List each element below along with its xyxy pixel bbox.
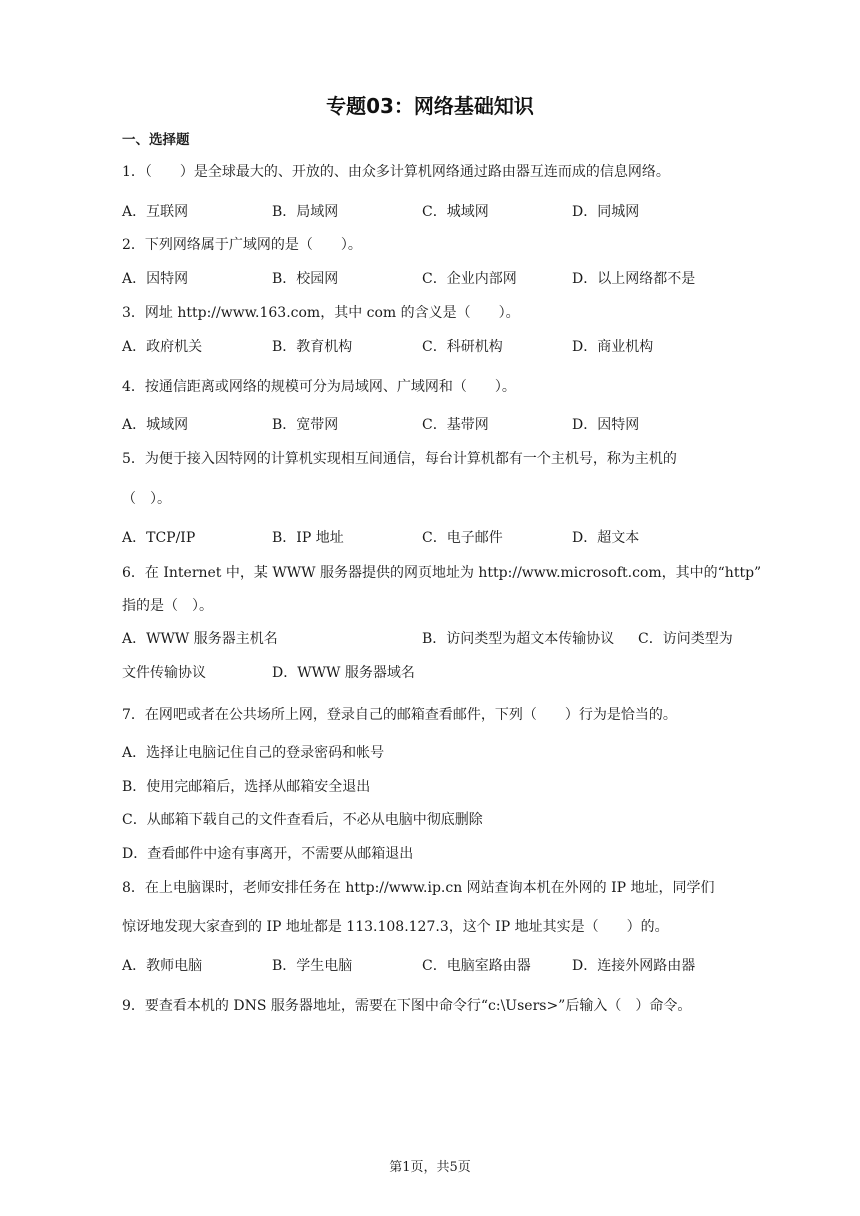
question-5-option-c: C．电子邮件 bbox=[422, 530, 503, 546]
question-4-option-b: B．宽带网 bbox=[272, 417, 339, 433]
question-6-option-a: A．WWW 服务器主机名 bbox=[122, 631, 278, 647]
question-6-stem-line-2: 指的是（ ）。 bbox=[122, 598, 213, 614]
question-6-stem-line-1: 6．在 Internet 中，某 WWW 服务器提供的网页地址为 http://www.microsoft.com，其中的“http” bbox=[122, 565, 762, 581]
question-5-stem-line-2: （ ）。 bbox=[122, 491, 171, 507]
question-2-option-b: B．校园网 bbox=[272, 271, 339, 287]
question-7-option-c: C．从邮箱下载自己的文件查看后，不必从电脑中彻底删除 bbox=[122, 812, 483, 828]
question-9-stem: 9．要查看本机的 DNS 服务器地址，需要在下图中命令行“c:\Users>”后输入（ ）命令。 bbox=[122, 998, 692, 1014]
question-3-option-c: C．科研机构 bbox=[422, 339, 503, 355]
question-2-option-d: D．以上网络都不是 bbox=[572, 271, 696, 287]
question-8-stem-line-2: 惊讶地发现大家查到的 IP 地址都是 113.108.127.3，这个 IP 地址其实是（ ）的。 bbox=[122, 919, 669, 935]
page-footer: 第1页，共5页 bbox=[389, 1160, 471, 1175]
question-1-stem: 1．（ ）是全球最大的、开放的、由众多计算机网络通过路由器互连而成的信息网络。 bbox=[122, 164, 670, 180]
question-1-option-b: B．局域网 bbox=[272, 204, 339, 220]
question-6-option-b: B．访问类型为超文本传输协议 bbox=[422, 631, 615, 647]
question-2-option-a: A．因特网 bbox=[122, 271, 189, 287]
question-6-option-d: D．WWW 服务器域名 bbox=[272, 665, 415, 681]
question-3-option-d: D．商业机构 bbox=[572, 339, 654, 355]
document-title: 专题03：网络基础知识 bbox=[326, 94, 534, 118]
question-6-option-c-end: 文件传输协议 bbox=[122, 665, 206, 681]
question-4-option-c: C．基带网 bbox=[422, 417, 489, 433]
question-5-option-b: B．IP 地址 bbox=[272, 530, 344, 546]
question-1-option-a: A．互联网 bbox=[122, 204, 189, 220]
question-1-option-c: C．城域网 bbox=[422, 204, 489, 220]
question-5-option-d: D．超文本 bbox=[572, 530, 640, 546]
question-8-option-c: C．电脑室路由器 bbox=[422, 958, 531, 974]
question-5-option-a: A．TCP/IP bbox=[122, 530, 196, 546]
question-7-option-a: A．选择让电脑记住自己的登录密码和帐号 bbox=[122, 745, 385, 761]
question-7-stem: 7．在网吧或者在公共场所上网，登录自己的邮箱查看邮件，下列（ ）行为是恰当的。 bbox=[122, 707, 677, 723]
question-4-option-d: D．因特网 bbox=[572, 417, 640, 433]
section-heading: 一、选择题 bbox=[122, 132, 190, 148]
question-8-option-b: B．学生电脑 bbox=[272, 958, 353, 974]
question-6-option-c-start: C．访问类型为 bbox=[638, 631, 733, 647]
question-2-stem: 2．下列网络属于广域网的是（ ）。 bbox=[122, 237, 362, 253]
question-2-option-c: C．企业内部网 bbox=[422, 271, 517, 287]
question-4-stem: 4．按通信距离或网络的规模可分为局域网、广域网和（ ）。 bbox=[122, 379, 516, 395]
question-1-option-d: D．同城网 bbox=[572, 204, 640, 220]
question-3-option-b: B．教育机构 bbox=[272, 339, 353, 355]
question-3-stem: 3．网址 http://www.163.com，其中 com 的含义是（ ）。 bbox=[122, 305, 520, 321]
question-8-option-a: A．教师电脑 bbox=[122, 958, 203, 974]
question-5-stem-line-1: 5．为便于接入因特网的计算机实现相互间通信，每台计算机都有一个主机号，称为主机的 bbox=[122, 451, 677, 467]
question-7-option-b: B．使用完邮箱后，选择从邮箱安全退出 bbox=[122, 779, 371, 795]
question-4-option-a: A．城域网 bbox=[122, 417, 189, 433]
question-7-option-d: D．查看邮件中途有事离开，不需要从邮箱退出 bbox=[122, 846, 414, 862]
question-8-stem-line-1: 8．在上电脑课时，老师安排任务在 http://www.ip.cn 网站查询本机在外网的 IP 地址，同学们 bbox=[122, 880, 715, 896]
question-3-option-a: A．政府机关 bbox=[122, 339, 203, 355]
question-8-option-d: D．连接外网路由器 bbox=[572, 958, 696, 974]
